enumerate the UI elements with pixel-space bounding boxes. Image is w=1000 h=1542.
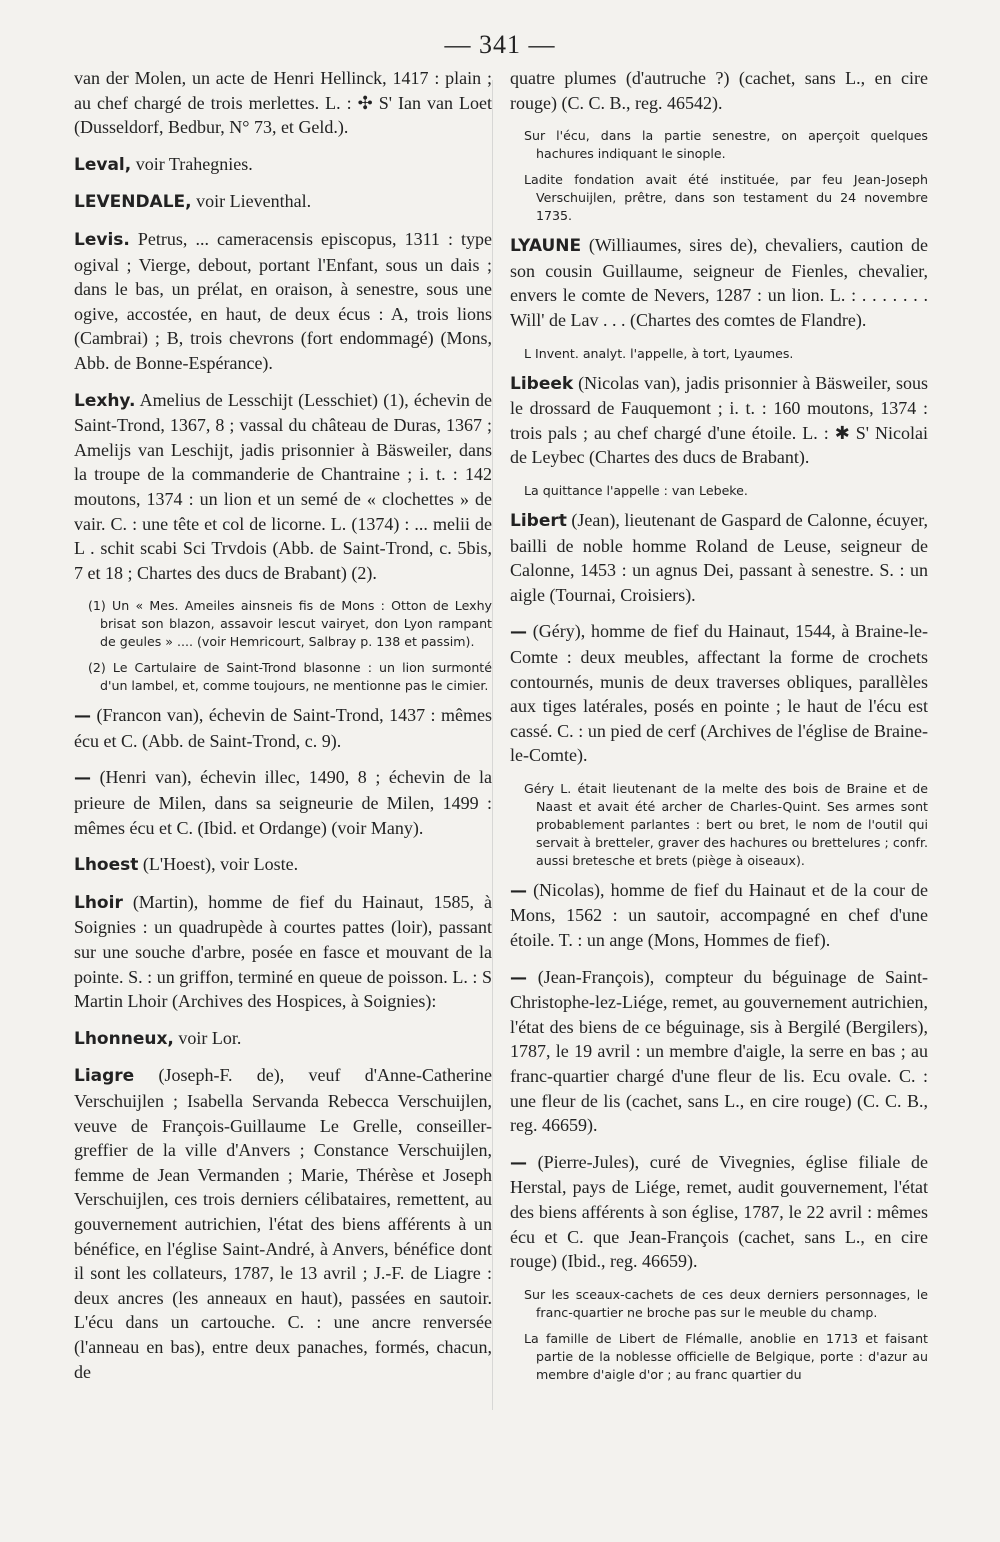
footnote xyxy=(74,659,492,695)
entry-headword: Lhoest xyxy=(74,855,139,876)
entry-text: (Joseph-F. de), veuf d'Anne-Catherine Verschuijlen ; Isabella Servanda Rebecca Verschuijlen, veuve de François-Guillaume Le Grelle, conseiller-greffier de la ville d'Anvers ; Constance Verschuijlen, femme de Jean Vermanden ; Marie, Thérèse et Joseph Verschuijlen, ces trois derniers célibataires, remettent, au gouvernement autrichien, l'état des biens afférents à un bénéfice, en l'église Saint-André, à Anvers, bénéfice dont il sont les collateurs, 1787, le 13 avril ; J.-F. de Liagre : deux ancres (les anneaux en haut), passées en sautoir. L'écu dans un cartouche. C. : une ancre renversée (l'anneau en bas), entre deux panaches, formés, chacun, de xyxy=(74,1065,492,1382)
dictionary-entry xyxy=(74,890,492,1014)
entry-text: (Pierre-Jules), curé de Vivegnies, église filiale de Herstal, pays de Liége, remet, audit gouvernement, l'état des biens afférents à son église, 1787, le 22 avril : mêmes écu et C. que Jean-François (cachet, sans L., en cire rouge) (Ibid., reg. 46659). xyxy=(510,1151,929,1272)
entry-headword: — xyxy=(510,967,527,988)
dictionary-entry xyxy=(74,765,492,840)
entry-text: voir Lor. xyxy=(178,1027,242,1048)
entry-headword: LEVENDALE, xyxy=(74,192,192,213)
footnote-text: La quittance l'appelle : van Lebeke. xyxy=(524,482,748,498)
dictionary-entry xyxy=(510,371,928,470)
entry-headword: — xyxy=(510,880,527,901)
entry-text: (Henri van), échevin illec, 1490, 8 ; échevin de la prieure de Milen, dans sa seigneurie de Milen, 1499 : mêmes écu et C. (Ibid. et Ordange) (voir Many). xyxy=(74,767,492,838)
dictionary-entry xyxy=(510,878,928,953)
dictionary-entry xyxy=(74,1026,492,1052)
entry-headword: LYAUNE xyxy=(510,236,582,257)
entry-text: (Francon van), échevin de Saint-Trond, 1437 : mêmes écu et C. (Abb. de Saint-Trond, c. 9). xyxy=(74,705,492,751)
entry-headword: Lhonneux, xyxy=(74,1028,174,1049)
entry-text: voir Trahegnies. xyxy=(135,153,253,174)
dictionary-entry xyxy=(74,852,492,878)
footnote-text: Sur les sceaux-cachets de ces deux derniers personnages, le franc-quartier ne broche pas sur le meuble du champ. xyxy=(524,1286,928,1320)
dictionary-entry xyxy=(74,227,492,376)
entry-headword: — xyxy=(510,622,527,643)
entry-text: (Nicolas van), jadis prisonnier à Bäsweiler, sous le drossard de Fauquemont ; i. t. : 160 moutons, 1374 : trois pals ; au chef chargé d'une étoile. L. : ✱ S' Nicolai de Leybec (Chartes des ducs de Brabant). xyxy=(510,372,929,468)
entry-headword: Lhoir xyxy=(74,892,123,913)
entry-headword: — xyxy=(74,768,91,789)
dictionary-entry xyxy=(510,619,928,768)
footnote-text: L Invent. analyt. l'appelle, à tort, Lyaumes. xyxy=(524,345,794,361)
footnote xyxy=(510,171,928,225)
footnote-text: (2) Le Cartulaire de Saint-Trond blasonne : un lion surmonté d'un lambel, et, comme toujours, ne mentionne pas le cimier. xyxy=(88,660,492,694)
dictionary-entry xyxy=(74,388,492,586)
entry-text: (L'Hoest), voir Loste. xyxy=(142,854,299,875)
dictionary-entry xyxy=(510,66,928,115)
dictionary-entry xyxy=(510,508,928,607)
entry-text: Petrus, ... cameracensis episcopus, 1311 : type ogival ; Vierge, debout, portant l'Enfant, sous un dais ; dans le bas, un prélat, en oraison, à senestre, sous une ogive, accostée, en haut, de deux écus : A, trois lions (Cambrai) ; B, trois chevrons (fort endommagé) (Mons, Abb. de Bonne-Espérance). xyxy=(74,228,492,373)
dictionary-entry xyxy=(510,1150,928,1274)
footnote xyxy=(510,482,928,500)
footnote-text: Géry L. était lieutenant de la melte des bois de Braine et de Naast et avait été archer de Charles-Quint. Ses armes sont probablement parlantes : bert ou bret, le nom de l'outil qui servait à bretteler, graver des hachures ou brettelures ; confr. aussi bretesche et brets (piège à oiseaux). xyxy=(524,780,928,868)
dictionary-entry xyxy=(510,233,928,332)
entry-text: quatre plumes (d'autruche ?) (cachet, sans L., en cire rouge) (C. C. B., reg. 46542). xyxy=(510,68,928,113)
dictionary-entry xyxy=(74,66,492,140)
entry-headword: Liagre xyxy=(74,1066,135,1087)
footnote xyxy=(510,780,928,870)
right-column xyxy=(510,66,928,1392)
footnote xyxy=(510,1330,928,1384)
footnote-text: Ladite fondation avait été instituée, par feu Jean-Joseph Verschuijlen, prêtre, dans son testament du 24 novembre 1735. xyxy=(524,172,928,224)
footnote xyxy=(74,597,492,651)
entry-headword: — xyxy=(510,1152,527,1173)
entry-text: (Jean), lieutenant de Gaspard de Calonne, écuyer, bailli de noble homme Roland de Leuse, seigneur de Calonne, 1453 : un agnus Dei, passant à senestre. S. : un aigle (Tournai, Croisiers). xyxy=(510,509,928,605)
entry-headword: Leval, xyxy=(74,154,132,175)
column-gutter xyxy=(492,80,493,1410)
entry-text: (Williaumes, sires de), chevaliers, caution de son cousin Guillaume, seigneur de Fienles, chevalier, envers le comte de Nevers, 1287 : un lion. L. : . . . . . . . Will' de Lav . . . (Chartes des comtes de Flandre). xyxy=(510,235,929,330)
footnote xyxy=(510,345,928,363)
dictionary-entry xyxy=(74,189,492,215)
entry-text: (Nicolas), homme de fief du Hainaut et de la cour de Mons, 1562 : un sautoir, accompagné en chef d'une étoile. T. : un ange (Mons, Hommes de fief). xyxy=(510,879,928,951)
entry-headword: Libert xyxy=(510,510,567,531)
entry-text: (Martin), homme de fief du Hainaut, 1585, à Soignies : un quadrupède à courtes pattes (loir), passant sur une souche d'arbre, posée en fasce et mouvant de la pointe. S. : un griffon, terminé en queue de poisson. L. : S Martin Lhoir (Archives des Hospices, à Soignies): xyxy=(74,891,493,1012)
footnote-text: Sur l'écu, dans la partie senestre, on aperçoit quelques hachures indiquant le sinople. xyxy=(524,128,928,162)
footnote-text: (1) Un « Mes. Ameiles ainsneis fis de Mons : Otton de Lexhy brisat son blazon, assavoir lescut vairyet, don Lyon rampant de geules » .... (voir Hemricourt, Salbray p. 138 et passim). xyxy=(88,598,492,650)
entry-headword: Libeek xyxy=(510,373,574,394)
entry-text: (Jean-François), compteur du béguinage de Saint-Christophe-lez-Liége, remet, au gouvernement autrichien, l'état des biens de ce béguinage, sis à Bergilé (Bergilers), 1787, le 19 avril : un membre d'aigle, la serre en bas ; au franc-quartier chargé d'une fleur de lis. Ecu ovale. C. : une fleur de lis (cachet, sans L., en cire rouge) (C. C. B., reg. 46659). xyxy=(510,966,929,1136)
footnote-text: La famille de Libert de Flémalle, anoblie en 1713 et faisant partie de la noblesse officielle de Belgique, porte : d'azur au membre d'aigle d'or ; au franc quartier du xyxy=(524,1330,928,1382)
entry-text: Amelius de Lesschijt (Lesschiet) (1), échevin de Saint-Trond, 1367, 8 ; vassal du château de Duras, 1367 ; Amelijs van Leschijt, jadis prisonnier à Bäsweiler, dans la troupe de la commanderie de Chantraine ; i. t. : 142 moutons, 1374 : un lion et un semé de « clochettes » de vair. C. : une tête et col de licorne. L. (1374) : ... melii de L . schit scabi Sci Trvdois (Abb. de Saint-Trond, c. 5bis, 7 et 18 ; Chartes des ducs de Brabant) (2). xyxy=(74,389,492,583)
entry-headword: Lexhy. xyxy=(74,390,136,411)
entry-headword: Levis. xyxy=(74,229,130,250)
left-column xyxy=(74,66,492,1396)
entry-headword: — xyxy=(74,706,91,727)
entry-text: voir Lieventhal. xyxy=(196,191,312,212)
dictionary-entry xyxy=(74,703,492,753)
page-number: — 341 — xyxy=(444,30,556,59)
dictionary-entry xyxy=(510,965,928,1138)
footnote xyxy=(510,127,928,163)
dictionary-entry xyxy=(74,152,492,178)
footnote xyxy=(510,1286,928,1322)
dictionary-entry xyxy=(74,1063,492,1384)
entry-text: van der Molen, un acte de Henri Hellinck, 1417 : plain ; au chef chargé de trois merlettes. L. : ✣ S' Ian van Loet (Dusseldorf, Bedbur, N° 73, et Geld.). xyxy=(74,68,492,138)
entry-text: (Géry), homme de fief du Hainaut, 1544, à Braine-le-Comte : deux meubles, affectant la forme de crochets contournés, munis de deux traverses obliques, parallèles aux tiges latérales, posés en pointe ; le haut de l'écu est cassé. C. : un pied de cerf (Archives de l'église de Braine-le-Comte). xyxy=(510,621,929,766)
